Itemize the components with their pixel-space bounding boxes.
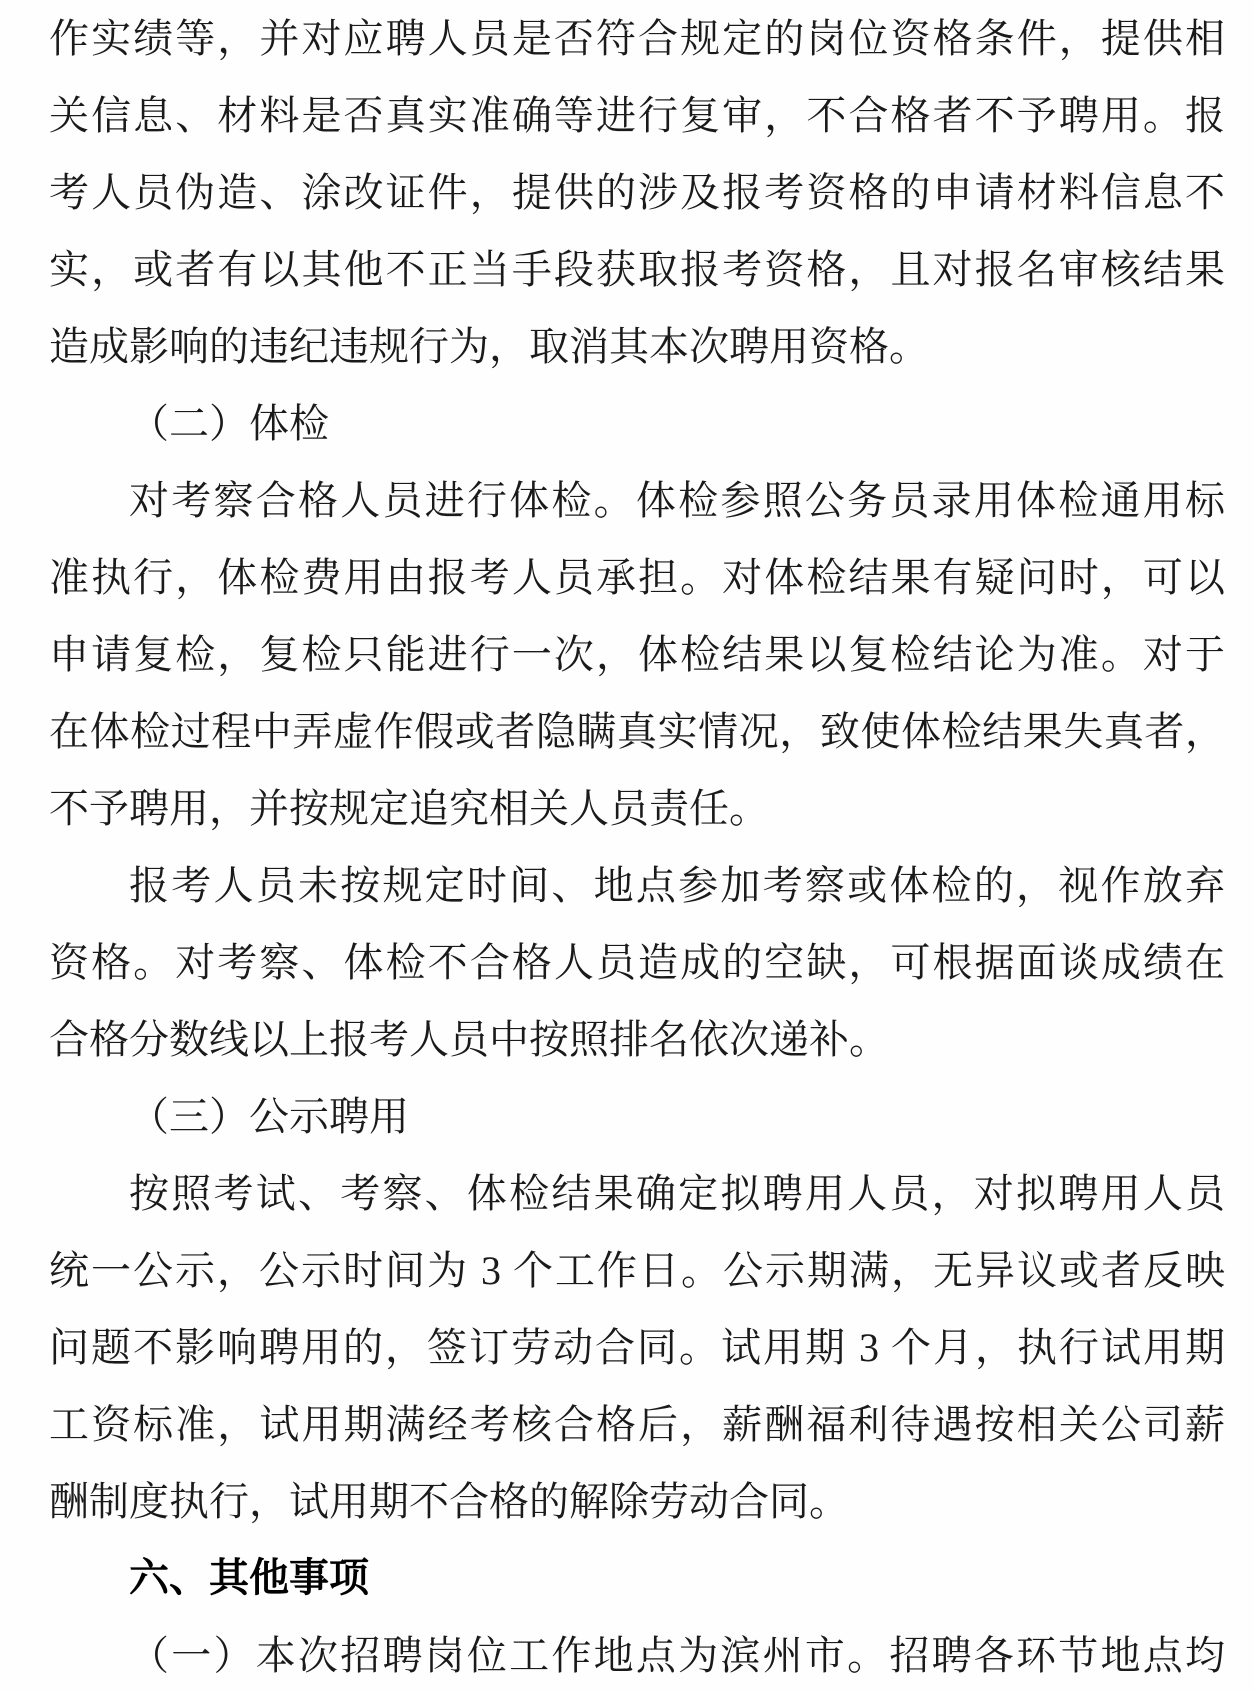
text-line: （一）本次招聘岗位工作地点为滨州市。招聘各环节地点均 [129,1633,1225,1678]
text-line: 统一公示，公示时间为 3 个工作日。公示期满，无异议或者反映 [49,1248,1225,1293]
text-line: 造成影响的违纪违规行为，取消其本次聘用资格。 [49,324,929,369]
text-line: 在体检过程中弄虚作假或者隐瞒真实情况，致使体检结果失真者， [49,709,1225,754]
text-line: 关信息、材料是否真实准确等进行复审，不合格者不予聘用。报 [49,93,1225,138]
text-line: 申请复检，复检只能进行一次，体检结果以复检结论为准。对于 [49,632,1225,677]
text-line: 酬制度执行，试用期不合格的解除劳动合同。 [49,1479,849,1524]
text-line: 作实绩等，并对应聘人员是否符合规定的岗位资格条件，提供相 [49,16,1225,61]
subsection-heading: （二）体检 [129,401,329,446]
text-line: 准执行，体检费用由报考人员承担。对体检结果有疑问时，可以 [49,555,1225,600]
text-line: 问题不影响聘用的，签订劳动合同。试用期 3 个月，执行试用期 [49,1325,1225,1370]
text-line: 不予聘用，并按规定追究相关人员责任。 [49,786,769,831]
text-line: 报考人员未按规定时间、地点参加考察或体检的，视作放弃 [129,863,1225,908]
subsection-heading: （三）公示聘用 [129,1094,409,1139]
text-line: 资格。对考察、体检不合格人员造成的空缺，可根据面谈成绩在 [49,940,1225,985]
text-line: 对考察合格人员进行体检。体检参照公务员录用体检通用标 [129,478,1225,523]
text-line: 工资标准，试用期满经考核合格后，薪酬福利待遇按相关公司薪 [49,1402,1225,1447]
section-heading: 六、其他事项 [129,1556,369,1600]
text-line: 合格分数线以上报考人员中按照排名依次递补。 [49,1017,889,1062]
text-line: 实，或者有以其他不正当手段获取报考资格，且对报名审核结果 [49,247,1225,292]
text-line: 按照考试、考察、体检结果确定拟聘用人员，对拟聘用人员 [129,1171,1225,1216]
text-line: 考人员伪造、涂改证件，提供的涉及报考资格的申请材料信息不 [49,170,1225,215]
